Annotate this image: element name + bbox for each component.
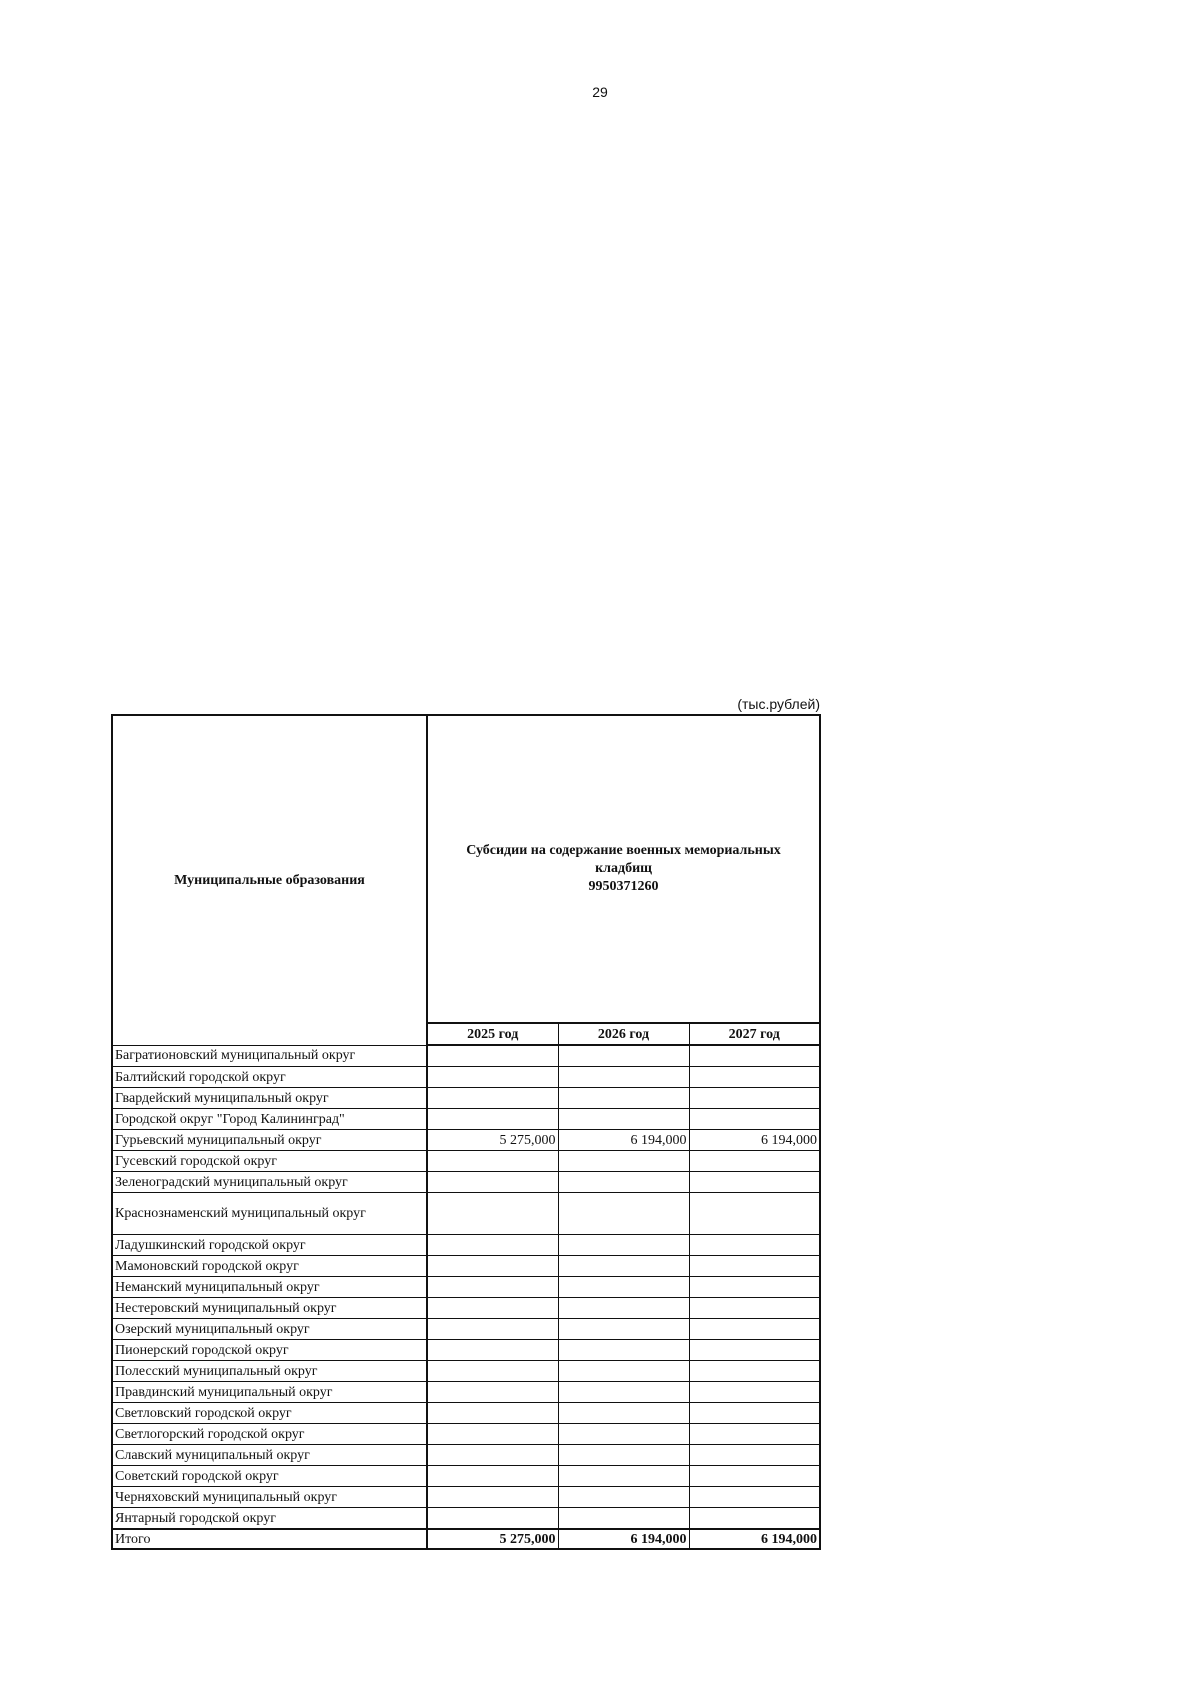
municipality-name: Нестеровский муниципальный округ bbox=[112, 1298, 427, 1319]
header-year-2027: 2027 год bbox=[689, 1023, 820, 1045]
value-2027: 6 194,000 bbox=[689, 1130, 820, 1151]
municipality-name: Славский муниципальный округ bbox=[112, 1445, 427, 1466]
value-2026 bbox=[558, 1466, 689, 1487]
municipality-name: Городской округ "Город Калининград" bbox=[112, 1109, 427, 1130]
table-row bbox=[112, 1277, 820, 1298]
value-2027 bbox=[689, 1508, 820, 1530]
table-row bbox=[112, 1067, 820, 1088]
value-2025 bbox=[427, 1172, 558, 1193]
value-2027 bbox=[689, 1256, 820, 1277]
table-row bbox=[112, 1130, 820, 1151]
value-2026 bbox=[558, 1151, 689, 1172]
table-row bbox=[112, 1403, 820, 1424]
table-row bbox=[112, 1361, 820, 1382]
table-row bbox=[112, 1088, 820, 1109]
total-2025: 5 275,000 bbox=[427, 1529, 558, 1549]
value-2027 bbox=[689, 1235, 820, 1256]
value-2025 bbox=[427, 1088, 558, 1109]
municipality-name: Полесский муниципальный округ bbox=[112, 1361, 427, 1382]
municipality-name: Озерский муниципальный округ bbox=[112, 1319, 427, 1340]
value-2025 bbox=[427, 1466, 558, 1487]
value-2025 bbox=[427, 1424, 558, 1445]
value-2027 bbox=[689, 1277, 820, 1298]
value-2026: 6 194,000 bbox=[558, 1130, 689, 1151]
value-2026 bbox=[558, 1277, 689, 1298]
value-2027 bbox=[689, 1193, 820, 1235]
municipality-name: Советский городской округ bbox=[112, 1466, 427, 1487]
page-number: 29 bbox=[592, 84, 608, 100]
municipality-name: Гусевский городской округ bbox=[112, 1151, 427, 1172]
value-2026 bbox=[558, 1045, 689, 1067]
value-2026 bbox=[558, 1424, 689, 1445]
value-2025 bbox=[427, 1403, 558, 1424]
value-2026 bbox=[558, 1361, 689, 1382]
header-year-2026: 2026 год bbox=[558, 1023, 689, 1045]
value-2027 bbox=[689, 1045, 820, 1067]
value-2027 bbox=[689, 1298, 820, 1319]
value-2025 bbox=[427, 1151, 558, 1172]
value-2027 bbox=[689, 1151, 820, 1172]
value-2026 bbox=[558, 1088, 689, 1109]
subsidy-table bbox=[111, 714, 821, 1550]
table-row bbox=[112, 1487, 820, 1508]
municipality-name: Черняховский муниципальный округ bbox=[112, 1487, 427, 1508]
value-2026 bbox=[558, 1109, 689, 1130]
value-2025 bbox=[427, 1256, 558, 1277]
value-2026 bbox=[558, 1508, 689, 1530]
value-2025 bbox=[427, 1361, 558, 1382]
table-row bbox=[112, 1424, 820, 1445]
value-2026 bbox=[558, 1445, 689, 1466]
value-2026 bbox=[558, 1487, 689, 1508]
municipality-name: Янтарный городской округ bbox=[112, 1508, 427, 1530]
value-2027 bbox=[689, 1172, 820, 1193]
municipality-name: Светловский городской округ bbox=[112, 1403, 427, 1424]
total-row bbox=[112, 1529, 820, 1549]
table-row bbox=[112, 1172, 820, 1193]
value-2025 bbox=[427, 1109, 558, 1130]
value-2027 bbox=[689, 1403, 820, 1424]
municipality-name: Светлогорский городской округ bbox=[112, 1424, 427, 1445]
municipality-name: Неманский муниципальный округ bbox=[112, 1277, 427, 1298]
units-label: (тыс.рублей) bbox=[737, 696, 820, 712]
total-label: Итого bbox=[112, 1529, 427, 1549]
header-subsidy-code: 9950371260 bbox=[588, 879, 659, 894]
value-2027 bbox=[689, 1424, 820, 1445]
value-2027 bbox=[689, 1361, 820, 1382]
municipality-name: Багратионовский муниципальный округ bbox=[112, 1045, 427, 1067]
value-2025 bbox=[427, 1319, 558, 1340]
table-row bbox=[112, 1045, 820, 1067]
header-subsidy-line2: кладбищ bbox=[595, 861, 652, 876]
header-year-2025: 2025 год bbox=[427, 1023, 558, 1045]
table-row bbox=[112, 1235, 820, 1256]
table-row bbox=[112, 1151, 820, 1172]
value-2027 bbox=[689, 1487, 820, 1508]
table-row bbox=[112, 1256, 820, 1277]
value-2027 bbox=[689, 1088, 820, 1109]
table-row bbox=[112, 1508, 820, 1530]
value-2027 bbox=[689, 1445, 820, 1466]
header-subsidy bbox=[427, 715, 820, 1023]
table-row bbox=[112, 1466, 820, 1487]
value-2025: 5 275,000 bbox=[427, 1130, 558, 1151]
header-municipalities: Муниципальные образования bbox=[112, 715, 427, 1045]
value-2026 bbox=[558, 1067, 689, 1088]
value-2027 bbox=[689, 1466, 820, 1487]
table-row bbox=[112, 1109, 820, 1130]
value-2026 bbox=[558, 1235, 689, 1256]
municipality-name: Балтийский городской округ bbox=[112, 1067, 427, 1088]
value-2025 bbox=[427, 1445, 558, 1466]
value-2027 bbox=[689, 1067, 820, 1088]
municipality-name: Краснознаменский муниципальный округ bbox=[112, 1193, 427, 1235]
value-2027 bbox=[689, 1340, 820, 1361]
value-2026 bbox=[558, 1340, 689, 1361]
municipality-name: Ладушкинский городской округ bbox=[112, 1235, 427, 1256]
value-2027 bbox=[689, 1319, 820, 1340]
value-2025 bbox=[427, 1340, 558, 1361]
total-2026: 6 194,000 bbox=[558, 1529, 689, 1549]
municipality-name: Пионерский городской округ bbox=[112, 1340, 427, 1361]
table-row bbox=[112, 1382, 820, 1403]
value-2025 bbox=[427, 1235, 558, 1256]
municipality-name: Правдинский муниципальный округ bbox=[112, 1382, 427, 1403]
value-2025 bbox=[427, 1298, 558, 1319]
value-2025 bbox=[427, 1508, 558, 1530]
table-body bbox=[112, 1045, 820, 1529]
table-row bbox=[112, 1340, 820, 1361]
value-2026 bbox=[558, 1382, 689, 1403]
value-2026 bbox=[558, 1256, 689, 1277]
value-2027 bbox=[689, 1109, 820, 1130]
value-2026 bbox=[558, 1193, 689, 1235]
value-2025 bbox=[427, 1277, 558, 1298]
municipality-name: Гвардейский муниципальный округ bbox=[112, 1088, 427, 1109]
value-2026 bbox=[558, 1298, 689, 1319]
municipality-name: Мамоновский городской округ bbox=[112, 1256, 427, 1277]
value-2025 bbox=[427, 1193, 558, 1235]
table-row bbox=[112, 1445, 820, 1466]
table-row bbox=[112, 1319, 820, 1340]
value-2025 bbox=[427, 1487, 558, 1508]
value-2026 bbox=[558, 1172, 689, 1193]
value-2025 bbox=[427, 1045, 558, 1067]
value-2026 bbox=[558, 1403, 689, 1424]
value-2025 bbox=[427, 1382, 558, 1403]
municipality-name: Зеленоградский муниципальный округ bbox=[112, 1172, 427, 1193]
municipality-name: Гурьевский муниципальный округ bbox=[112, 1130, 427, 1151]
value-2027 bbox=[689, 1382, 820, 1403]
value-2026 bbox=[558, 1319, 689, 1340]
value-2025 bbox=[427, 1067, 558, 1088]
header-subsidy-line1: Субсидии на содержание военных мемориальных bbox=[466, 843, 781, 858]
total-2027: 6 194,000 bbox=[689, 1529, 820, 1549]
table-row bbox=[112, 1193, 820, 1235]
table-row bbox=[112, 1298, 820, 1319]
